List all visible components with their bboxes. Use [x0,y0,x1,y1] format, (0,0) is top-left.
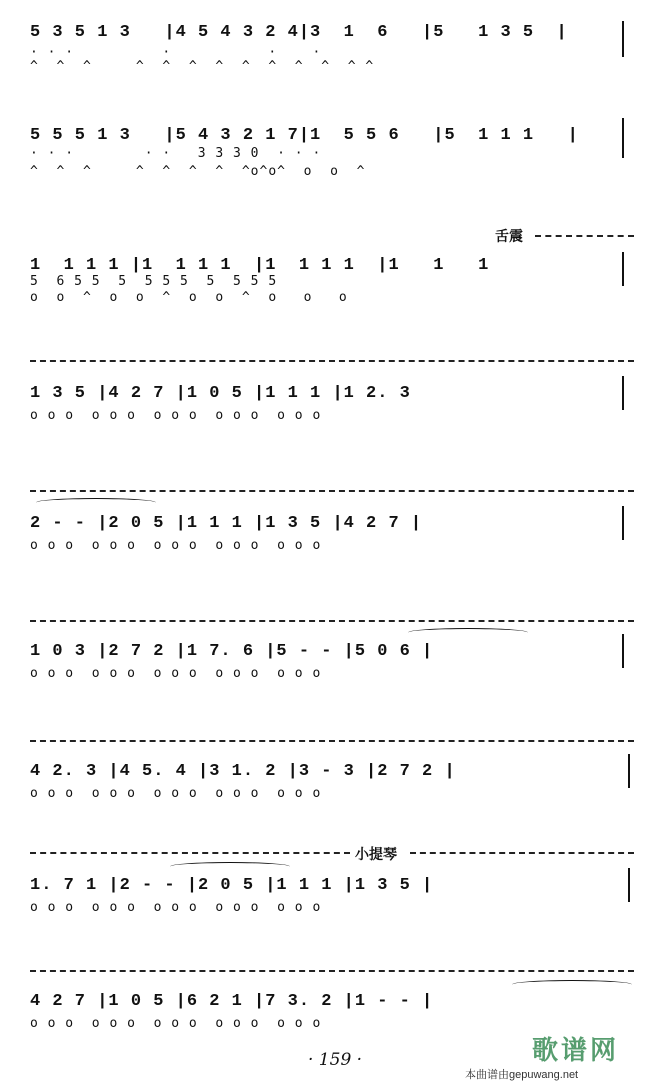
dots-row-1: · · · · · · [30,45,322,60]
barline [622,634,624,668]
notes-row-9: 4 2 7 |1 0 5 |6 2 1 |7 3. 2 |1 - - | [30,992,434,1011]
trill-extension-line [30,740,634,742]
score-row-1 [0,15,652,115]
page-number: · 159 · [308,1050,363,1070]
slur [36,498,156,507]
strokes-row-2: ^ ^ ^ ^ ^ ^ ^ ^o^o^ o o ^ [30,164,366,179]
notes-row-2: 5 5 5 1 3 |5 4 3 2 1 7|1 5 5 6 |5 1 1 1 | [30,126,579,145]
trill-extension-line [30,490,634,492]
strokes-row-5: o o o o o o o o o o o o o o o [30,538,322,553]
strokes-row-3: o o ^ o o ^ o o ^ o o o [30,290,348,305]
trill-extension-line [410,852,634,854]
violin-label: 小提琴 [355,847,397,863]
notes-row-4: 1 3 5 |4 2 7 |1 0 5 |1 1 1 |1 2. 3 [30,384,411,403]
strokes-row-7: o o o o o o o o o o o o o o o [30,786,322,801]
score-row-5 [0,490,652,590]
barline [622,506,624,540]
score-row-3 [0,228,652,328]
strokes-row-8: o o o o o o o o o o o o o o o [30,900,322,915]
strokes-row-1: ^ ^ ^ ^ ^ ^ ^ ^ ^ ^ ^ ^ ^ [30,59,375,74]
strokes-row-9: o o o o o o o o o o o o o o o [30,1016,322,1031]
notes-row-5: 2 - - |2 0 5 |1 1 1 |1 3 5 |4 2 7 | [30,514,423,533]
notes-row-7: 4 2. 3 |4 5. 4 |3 1. 2 |3 - 3 |2 7 2 | [30,762,456,781]
score-row-6 [0,620,652,720]
watermark-logo: 歌谱网 [532,1036,620,1066]
score-row-7 [0,740,652,840]
trill-extension-line [535,235,634,237]
dots-row-2: · · · · · 3 3 3 0 · · · [30,146,322,161]
score-row-8 [0,847,652,952]
barline [628,754,630,788]
trill-extension-line [30,360,634,362]
strokes-row-6: o o o o o o o o o o o o o o o [30,666,322,681]
notes-row-6: 1 0 3 |2 7 2 |1 7. 6 |5 - - |5 0 6 | [30,642,434,661]
slur [170,862,290,871]
slur [408,628,528,637]
trill-extension-line [30,852,350,854]
tongue-trill-label: 舌震 [495,229,523,245]
notes-row-3: 1 1 1 1 |1 1 1 1 |1 1 1 1 |1 1 1 [30,256,512,275]
score-row-4 [0,360,652,460]
watermark-caption: 本曲谱由gepuwang.net [465,1069,579,1081]
barline [628,868,630,902]
trill-extension-line [30,620,634,622]
notes-row-1: 5 3 5 1 3 |4 5 4 3 2 4|3 1 6 |5 1 3 5 | [30,23,568,42]
score-row-2 [0,112,652,212]
barline [622,21,624,57]
trill-extension-line [30,970,634,972]
barline [622,118,624,158]
dots-row-3: 5 6 5 5 5 5 5 5 5 5 5 5 [30,274,278,289]
notes-row-8: 1. 7 1 |2 - - |2 0 5 |1 1 1 |1 3 5 | [30,876,434,895]
strokes-row-4: o o o o o o o o o o o o o o o [30,408,322,423]
barline [622,252,624,286]
barline [622,376,624,410]
slur [512,980,632,989]
